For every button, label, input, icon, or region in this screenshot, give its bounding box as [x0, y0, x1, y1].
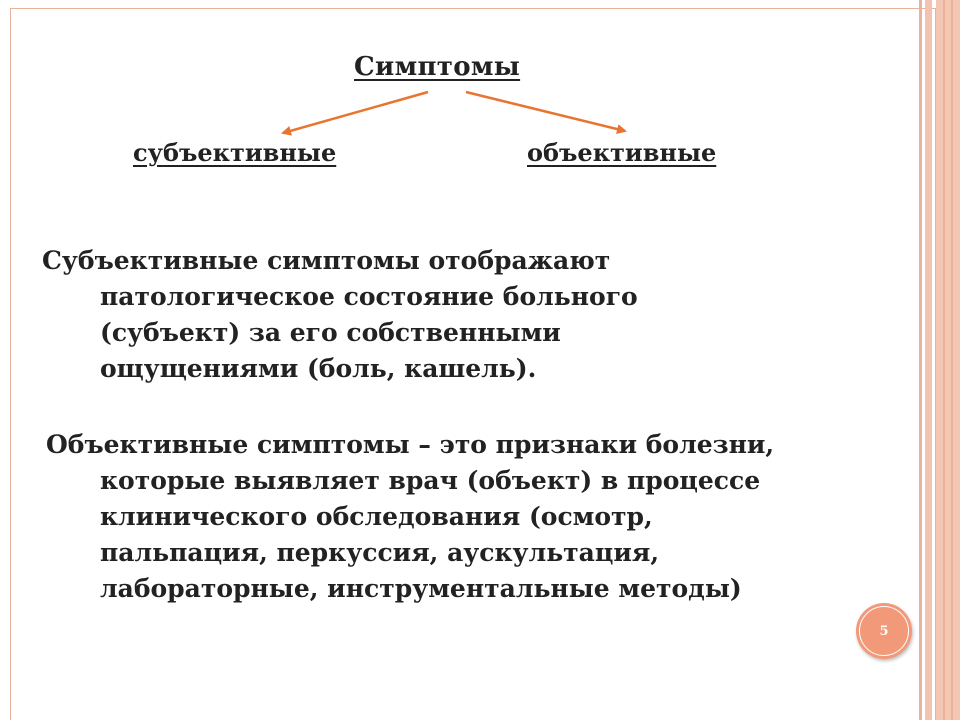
paragraph-line: патологическое состояние больного — [100, 282, 638, 311]
branch-objective: объективные — [527, 138, 717, 167]
paragraph-line: (субъект) за его собственными — [100, 318, 561, 347]
subjective-paragraph — [42, 243, 638, 387]
paragraph-line: лабораторные, инструментальные методы) — [100, 574, 742, 603]
slide-title: Симптомы — [354, 52, 521, 82]
paragraph-line: клинического обследования (осмотр, — [100, 502, 653, 531]
paragraph-line: пальпация, перкуссия, аускультация, — [100, 538, 660, 567]
right-arrow-icon — [466, 92, 625, 131]
paragraph-line: которые выявляет врач (объект) в процессе — [100, 466, 761, 495]
paragraph-line: Объективные симптомы – это признаки болезни, — [46, 430, 775, 459]
objective-paragraph — [46, 427, 774, 607]
page-number-badge: 5 — [856, 603, 912, 659]
branch-subjective: субъективные — [133, 138, 337, 167]
paragraph-line: Субъективные симптомы отображают — [42, 246, 611, 275]
left-arrow-icon — [283, 92, 428, 133]
paragraph-line: ощущениями (боль, кашель). — [100, 354, 537, 383]
